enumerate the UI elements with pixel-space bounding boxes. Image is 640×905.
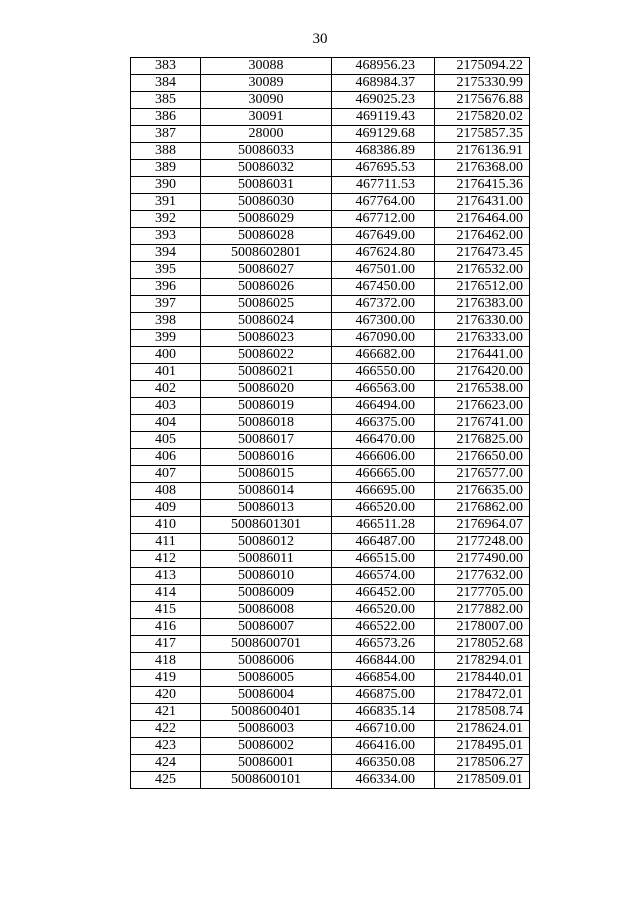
- point-id-cell: 50086004: [201, 687, 332, 704]
- point-id-cell: 50086007: [201, 619, 332, 636]
- table-row: [131, 228, 530, 245]
- y-coordinate-cell: 2176512.00: [435, 279, 530, 296]
- row-number-cell: 419: [131, 670, 201, 687]
- y-coordinate-cell: 2176577.00: [435, 466, 530, 483]
- x-coordinate-cell: 466665.00: [332, 466, 435, 483]
- y-coordinate-cell: 2178624.01: [435, 721, 530, 738]
- x-coordinate-cell: 466875.00: [332, 687, 435, 704]
- table-row: [131, 755, 530, 772]
- table-row: [131, 619, 530, 636]
- table-row: [131, 704, 530, 721]
- point-id-cell: 50086021: [201, 364, 332, 381]
- point-id-cell: 50086018: [201, 415, 332, 432]
- table-row: [131, 449, 530, 466]
- table-row: [131, 313, 530, 330]
- x-coordinate-cell: 466416.00: [332, 738, 435, 755]
- table-row: [131, 568, 530, 585]
- y-coordinate-cell: 2176741.00: [435, 415, 530, 432]
- row-number-cell: 420: [131, 687, 201, 704]
- point-id-cell: 50086022: [201, 347, 332, 364]
- table-row: [131, 347, 530, 364]
- row-number-cell: 398: [131, 313, 201, 330]
- table-row: [131, 194, 530, 211]
- x-coordinate-cell: 468386.89: [332, 143, 435, 160]
- x-coordinate-cell: 467501.00: [332, 262, 435, 279]
- table-row: [131, 670, 530, 687]
- y-coordinate-cell: 2176462.00: [435, 228, 530, 245]
- point-id-cell: 50086006: [201, 653, 332, 670]
- row-number-cell: 384: [131, 75, 201, 92]
- row-number-cell: 418: [131, 653, 201, 670]
- point-id-cell: 50086002: [201, 738, 332, 755]
- row-number-cell: 401: [131, 364, 201, 381]
- row-number-cell: 404: [131, 415, 201, 432]
- y-coordinate-cell: 2178509.01: [435, 772, 530, 789]
- row-number-cell: 407: [131, 466, 201, 483]
- y-coordinate-cell: 2176420.00: [435, 364, 530, 381]
- point-id-cell: 30090: [201, 92, 332, 109]
- row-number-cell: 423: [131, 738, 201, 755]
- point-id-cell: 50086013: [201, 500, 332, 517]
- table-row: [131, 738, 530, 755]
- point-id-cell: 5008600701: [201, 636, 332, 653]
- y-coordinate-cell: 2176532.00: [435, 262, 530, 279]
- x-coordinate-cell: 467764.00: [332, 194, 435, 211]
- row-number-cell: 390: [131, 177, 201, 194]
- point-id-cell: 50086005: [201, 670, 332, 687]
- y-coordinate-cell: 2176464.00: [435, 211, 530, 228]
- row-number-cell: 394: [131, 245, 201, 262]
- y-coordinate-cell: 2176623.00: [435, 398, 530, 415]
- row-number-cell: 424: [131, 755, 201, 772]
- row-number-cell: 410: [131, 517, 201, 534]
- table-row: [131, 279, 530, 296]
- y-coordinate-cell: 2176473.45: [435, 245, 530, 262]
- table-row: [131, 500, 530, 517]
- point-id-cell: 5008600401: [201, 704, 332, 721]
- table-row: [131, 143, 530, 160]
- x-coordinate-cell: 466574.00: [332, 568, 435, 585]
- row-number-cell: 414: [131, 585, 201, 602]
- x-coordinate-cell: 466520.00: [332, 500, 435, 517]
- row-number-cell: 392: [131, 211, 201, 228]
- y-coordinate-cell: 2176862.00: [435, 500, 530, 517]
- y-coordinate-cell: 2176431.00: [435, 194, 530, 211]
- row-number-cell: 399: [131, 330, 201, 347]
- y-coordinate-cell: 2178495.01: [435, 738, 530, 755]
- table-row: [131, 92, 530, 109]
- point-id-cell: 50086029: [201, 211, 332, 228]
- x-coordinate-cell: 466487.00: [332, 534, 435, 551]
- x-coordinate-cell: 466682.00: [332, 347, 435, 364]
- x-coordinate-cell: 466511.28: [332, 517, 435, 534]
- point-id-cell: 30088: [201, 58, 332, 75]
- row-number-cell: 409: [131, 500, 201, 517]
- row-number-cell: 422: [131, 721, 201, 738]
- point-id-cell: 30091: [201, 109, 332, 126]
- y-coordinate-cell: 2176635.00: [435, 483, 530, 500]
- row-number-cell: 393: [131, 228, 201, 245]
- x-coordinate-cell: 467712.00: [332, 211, 435, 228]
- point-id-cell: 50086032: [201, 160, 332, 177]
- y-coordinate-cell: 2176825.00: [435, 432, 530, 449]
- point-id-cell: 50086003: [201, 721, 332, 738]
- x-coordinate-cell: 467090.00: [332, 330, 435, 347]
- y-coordinate-cell: 2177248.00: [435, 534, 530, 551]
- point-id-cell: 50086031: [201, 177, 332, 194]
- point-id-cell: 50086017: [201, 432, 332, 449]
- y-coordinate-cell: 2177882.00: [435, 602, 530, 619]
- x-coordinate-cell: 466522.00: [332, 619, 435, 636]
- table-row: [131, 721, 530, 738]
- table-row: [131, 211, 530, 228]
- point-id-cell: 50086028: [201, 228, 332, 245]
- x-coordinate-cell: 468984.37: [332, 75, 435, 92]
- table-row: [131, 415, 530, 432]
- x-coordinate-cell: 466520.00: [332, 602, 435, 619]
- table-row: [131, 245, 530, 262]
- x-coordinate-cell: 467649.00: [332, 228, 435, 245]
- point-id-cell: 50086024: [201, 313, 332, 330]
- y-coordinate-cell: 2176333.00: [435, 330, 530, 347]
- row-number-cell: 386: [131, 109, 201, 126]
- x-coordinate-cell: 466515.00: [332, 551, 435, 568]
- x-coordinate-cell: 466854.00: [332, 670, 435, 687]
- table-row: [131, 262, 530, 279]
- row-number-cell: 412: [131, 551, 201, 568]
- y-coordinate-cell: 2177490.00: [435, 551, 530, 568]
- x-coordinate-cell: 466563.00: [332, 381, 435, 398]
- x-coordinate-cell: 467711.53: [332, 177, 435, 194]
- point-id-cell: 50086033: [201, 143, 332, 160]
- table-row: [131, 432, 530, 449]
- x-coordinate-cell: 469119.43: [332, 109, 435, 126]
- table-row: [131, 126, 530, 143]
- x-coordinate-cell: 466334.00: [332, 772, 435, 789]
- y-coordinate-cell: 2176538.00: [435, 381, 530, 398]
- x-coordinate-cell: 466710.00: [332, 721, 435, 738]
- point-id-cell: 28000: [201, 126, 332, 143]
- point-id-cell: 5008601301: [201, 517, 332, 534]
- row-number-cell: 416: [131, 619, 201, 636]
- x-coordinate-cell: 466550.00: [332, 364, 435, 381]
- y-coordinate-cell: 2178294.01: [435, 653, 530, 670]
- table-row: [131, 517, 530, 534]
- x-coordinate-cell: 466350.08: [332, 755, 435, 772]
- x-coordinate-cell: 466573.26: [332, 636, 435, 653]
- y-coordinate-cell: 2175330.99: [435, 75, 530, 92]
- table-row: [131, 381, 530, 398]
- point-id-cell: 50086009: [201, 585, 332, 602]
- x-coordinate-cell: 469025.23: [332, 92, 435, 109]
- y-coordinate-cell: 2177705.00: [435, 585, 530, 602]
- table-row: [131, 364, 530, 381]
- row-number-cell: 400: [131, 347, 201, 364]
- row-number-cell: 387: [131, 126, 201, 143]
- table-row: [131, 177, 530, 194]
- x-coordinate-cell: 466844.00: [332, 653, 435, 670]
- point-id-cell: 50086008: [201, 602, 332, 619]
- row-number-cell: 385: [131, 92, 201, 109]
- point-id-cell: 50086012: [201, 534, 332, 551]
- row-number-cell: 403: [131, 398, 201, 415]
- point-id-cell: 50086014: [201, 483, 332, 500]
- x-coordinate-cell: 467450.00: [332, 279, 435, 296]
- y-coordinate-cell: 2177632.00: [435, 568, 530, 585]
- y-coordinate-cell: 2176330.00: [435, 313, 530, 330]
- x-coordinate-cell: 466835.14: [332, 704, 435, 721]
- y-coordinate-cell: 2178052.68: [435, 636, 530, 653]
- x-coordinate-cell: 466494.00: [332, 398, 435, 415]
- coordinates-table: [130, 57, 530, 789]
- y-coordinate-cell: 2175676.88: [435, 92, 530, 109]
- x-coordinate-cell: 466695.00: [332, 483, 435, 500]
- table-row: [131, 160, 530, 177]
- x-coordinate-cell: 466452.00: [332, 585, 435, 602]
- row-number-cell: 396: [131, 279, 201, 296]
- row-number-cell: 383: [131, 58, 201, 75]
- x-coordinate-cell: 468956.23: [332, 58, 435, 75]
- y-coordinate-cell: 2176136.91: [435, 143, 530, 160]
- table-row: [131, 398, 530, 415]
- point-id-cell: 50086011: [201, 551, 332, 568]
- page-number: 30: [312, 31, 328, 47]
- row-number-cell: 425: [131, 772, 201, 789]
- y-coordinate-cell: 2176964.07: [435, 517, 530, 534]
- y-coordinate-cell: 2175094.22: [435, 58, 530, 75]
- x-coordinate-cell: 467695.53: [332, 160, 435, 177]
- point-id-cell: 50086010: [201, 568, 332, 585]
- table-row: [131, 58, 530, 75]
- table-row: [131, 585, 530, 602]
- x-coordinate-cell: 466470.00: [332, 432, 435, 449]
- y-coordinate-cell: 2175820.02: [435, 109, 530, 126]
- y-coordinate-cell: 2178472.01: [435, 687, 530, 704]
- table-row: [131, 534, 530, 551]
- point-id-cell: 50086015: [201, 466, 332, 483]
- table-row: [131, 551, 530, 568]
- y-coordinate-cell: 2178508.74: [435, 704, 530, 721]
- y-coordinate-cell: 2178440.01: [435, 670, 530, 687]
- row-number-cell: 391: [131, 194, 201, 211]
- y-coordinate-cell: 2178007.00: [435, 619, 530, 636]
- table-row: [131, 466, 530, 483]
- point-id-cell: 50086030: [201, 194, 332, 211]
- y-coordinate-cell: 2176650.00: [435, 449, 530, 466]
- row-number-cell: 408: [131, 483, 201, 500]
- point-id-cell: 5008600101: [201, 772, 332, 789]
- table-row: [131, 75, 530, 92]
- row-number-cell: 395: [131, 262, 201, 279]
- table-row: [131, 772, 530, 789]
- table-row: [131, 653, 530, 670]
- row-number-cell: 411: [131, 534, 201, 551]
- x-coordinate-cell: 467624.80: [332, 245, 435, 262]
- point-id-cell: 50086023: [201, 330, 332, 347]
- row-number-cell: 415: [131, 602, 201, 619]
- point-id-cell: 50086026: [201, 279, 332, 296]
- point-id-cell: 50086016: [201, 449, 332, 466]
- point-id-cell: 30089: [201, 75, 332, 92]
- y-coordinate-cell: 2178506.27: [435, 755, 530, 772]
- table-row: [131, 687, 530, 704]
- row-number-cell: 397: [131, 296, 201, 313]
- y-coordinate-cell: 2176415.36: [435, 177, 530, 194]
- table-row: [131, 296, 530, 313]
- row-number-cell: 421: [131, 704, 201, 721]
- point-id-cell: 5008602801: [201, 245, 332, 262]
- row-number-cell: 417: [131, 636, 201, 653]
- y-coordinate-cell: 2176368.00: [435, 160, 530, 177]
- point-id-cell: 50086027: [201, 262, 332, 279]
- row-number-cell: 389: [131, 160, 201, 177]
- coordinates-table-body: [131, 58, 530, 789]
- row-number-cell: 405: [131, 432, 201, 449]
- table-row: [131, 636, 530, 653]
- x-coordinate-cell: 466606.00: [332, 449, 435, 466]
- x-coordinate-cell: 466375.00: [332, 415, 435, 432]
- point-id-cell: 50086020: [201, 381, 332, 398]
- row-number-cell: 406: [131, 449, 201, 466]
- x-coordinate-cell: 469129.68: [332, 126, 435, 143]
- y-coordinate-cell: 2176441.00: [435, 347, 530, 364]
- table-row: [131, 109, 530, 126]
- table-row: [131, 602, 530, 619]
- y-coordinate-cell: 2175857.35: [435, 126, 530, 143]
- point-id-cell: 50086001: [201, 755, 332, 772]
- row-number-cell: 388: [131, 143, 201, 160]
- y-coordinate-cell: 2176383.00: [435, 296, 530, 313]
- point-id-cell: 50086025: [201, 296, 332, 313]
- row-number-cell: 402: [131, 381, 201, 398]
- table-row: [131, 330, 530, 347]
- table-row: [131, 483, 530, 500]
- row-number-cell: 413: [131, 568, 201, 585]
- point-id-cell: 50086019: [201, 398, 332, 415]
- x-coordinate-cell: 467372.00: [332, 296, 435, 313]
- x-coordinate-cell: 467300.00: [332, 313, 435, 330]
